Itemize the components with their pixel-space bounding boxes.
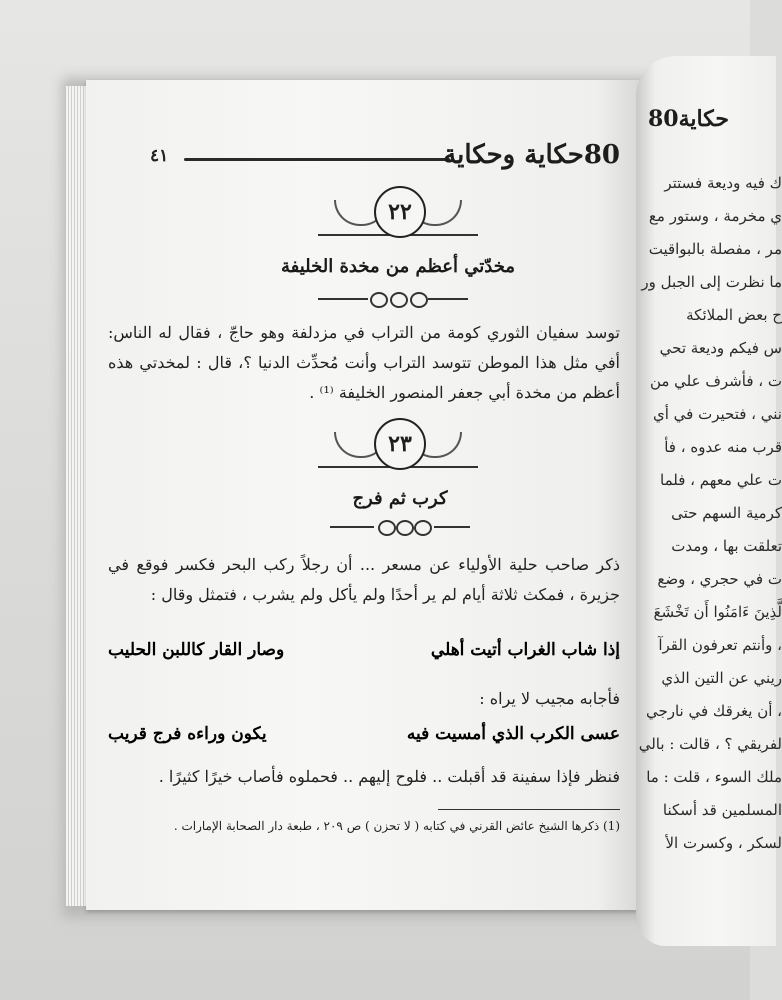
right-page-header: 80حكاية [648,106,729,132]
story-number-badge [318,416,478,476]
right-page-line: ريني عن التين الذي [661,669,782,687]
answer-line: فأجابه مجيب لا يراه : [479,689,620,708]
right-page-line: نني ، فتحيرت في أي [652,405,782,423]
story-number-badge [318,184,478,244]
right-page-line: ملك السوء ، قلت : ما [646,768,782,786]
right-page-line: ك فيه وديعة فستتر [664,174,782,192]
divider-ornament [330,520,470,534]
right-page-line: المسلمين قد أسكنا [662,801,782,819]
right-page-line: مر ، مفصلة بالبواقيت [648,240,782,258]
page-header [150,138,620,178]
right-page-line: لَّذِينَ ءَامَنُوا أَن تَخْشَعَ [653,603,782,621]
page-number: ٤١ [150,146,169,166]
right-page-line: لفريقي ؟ ، قالت : بالي [638,735,782,753]
poem-verse [108,724,620,754]
footnote: (1) ذكرها الشيخ عائض القرني في كتابه ( لا تحزن ) ص ٢٠٩ ، طبعة دار الصحابة الإمارات . [173,819,620,833]
header-rule [184,158,450,161]
right-page-line: ي مخرمة ، وستور مع [648,207,782,225]
footnote-rule [438,809,620,810]
right-page-line: تعلقت بها ، ومدت [671,537,782,555]
right-page-line: س فيكم وديعة تحي [659,339,782,357]
verse-second-hemistich: وصار القار كاللبن الحليب [108,640,285,660]
verse-first-hemistich: إذا شاب الغراب أتيت أهلي [430,640,620,660]
story-number: ٢٣ [374,418,426,470]
story-title: مخدّتي أعظم من مخدة الخليفة [280,256,515,277]
right-page-line: كرمية السهم حتى [671,504,782,522]
story-paragraph: توسد سفيان الثوري كومة من التراب في مزدلفة وهو حاجّ ، فقال له الناس: أفي مثل هذا الموطن تتوسد التراب وأنت مُحدِّث الدنيا ؟، قال : لمخدتي هذه أعظم من مخدة أبي جعفر المنصور الخليفة ⁽¹⁾ . [108,323,620,402]
book-title: 80حكاية وحكاية [443,140,620,170]
right-page-line: قرب منه عدوه ، فأ [664,438,782,456]
right-page-line: ت ، فأشرف علي من [649,372,782,390]
right-page-line: ما نظرت إلى الجبل ور [641,273,782,291]
right-page-line: ، وأنتم تعرفون القرآ [658,636,782,654]
story-number: ٢٢ [374,186,426,238]
poem-verse [108,640,620,670]
story-title: كرب ثم فرج [352,488,448,509]
right-page-line: ت في حجري ، وضع [657,570,782,588]
verse-first-hemistich: عسى الكرب الذي أمسيت فيه [406,724,620,744]
story-paragraph: ذكر صاحب حلية الأولياء عن مسعر ... أن رجلاً ركب البحر فكسر فوقع في جزيرة ، فمكث ثلاثة أيام لم ير أحدًا ولم يأكل ولم يشرب ، فتمثل وقال : [108,555,621,604]
right-page-line: لسكر ، وكسرت الأ [665,834,782,852]
right-page-line: ت علي معهم ، فلما [660,471,782,489]
divider-ornament [318,292,468,306]
right-page-line: ح بعض الملائكة [686,306,782,324]
right-page [636,56,782,946]
right-page-line: ، أن يغرقك في نارجي [645,702,782,720]
closing-line: فنظر فإذا سفينة قد أقبلت .. فلوح إليهم .. فحملوه فأصاب خيرًا كثيرًا . [158,767,620,786]
verse-second-hemistich: يكون وراءه فرج قريب [108,724,267,744]
